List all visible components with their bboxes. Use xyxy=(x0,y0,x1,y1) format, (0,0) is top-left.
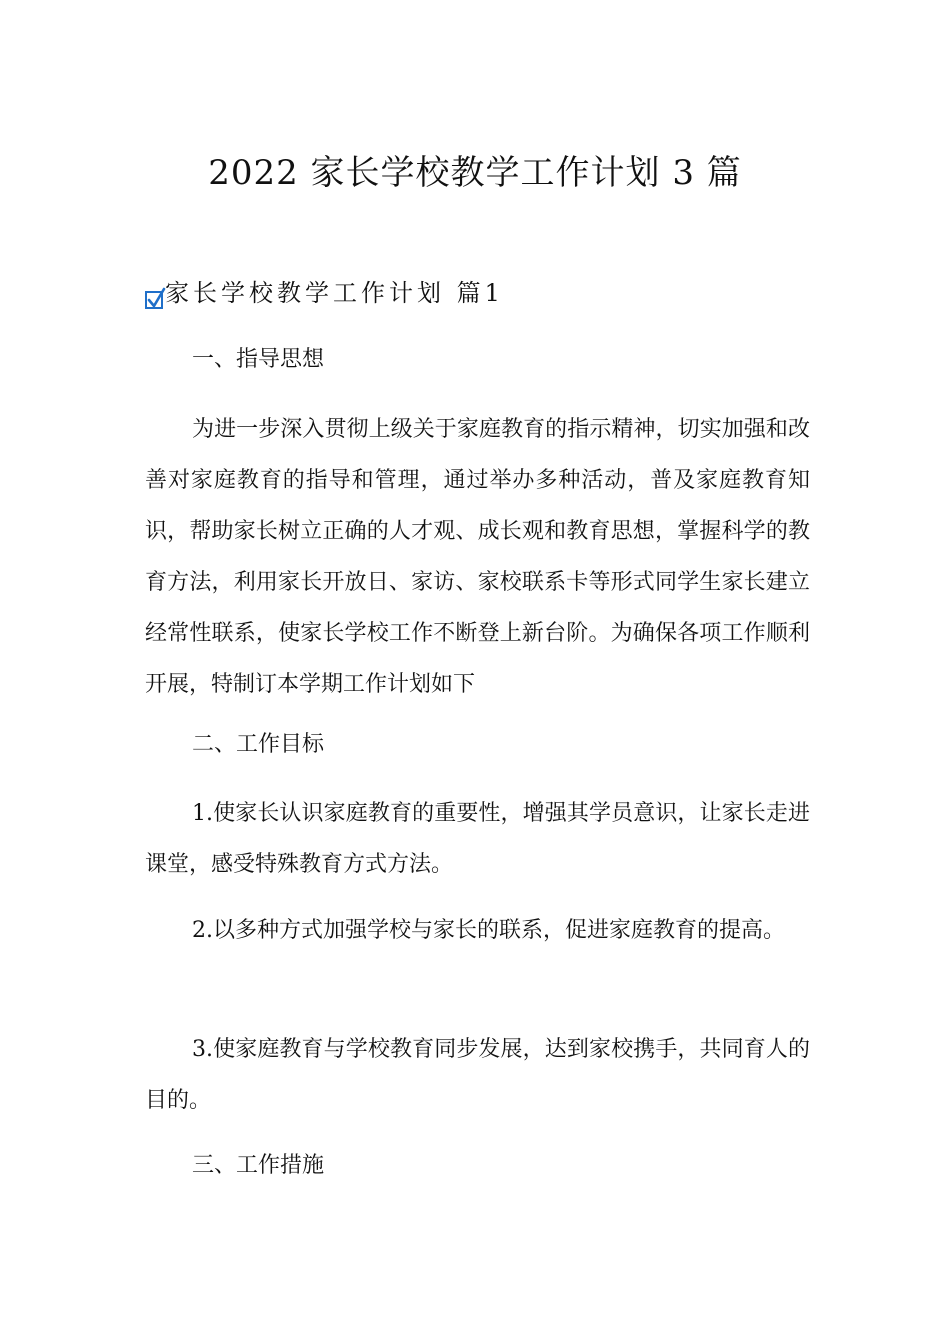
section-title xyxy=(145,276,504,310)
section-title-text: 家长学校教学工作计划 篇1 xyxy=(165,279,504,307)
paragraph-guiding-thought: 为进一步深入贯彻上级关于家庭教育的指示精神，切实加强和改善对家庭教育的指导和管理，通过举办多种活动，普及家庭教育知识，帮助家长树立正确的人才观、成长观和教育思想，掌握科学的教育方法，利用家长开放日、家访、家校联系卡等形式同学生家长建立经常性联系，使家长学校工作不断登上新台阶。为确保各项工作顺利开展，特制订本学期工作计划如下 xyxy=(145,417,810,697)
document-title: 2022 家长学校教学工作计划 3 篇 xyxy=(208,153,742,193)
checked-checkbox-icon xyxy=(145,291,163,309)
paragraph-goal-1: 1.使家长认识家庭教育的重要性，增强其学员意识，让家长走进课堂，感受特殊教育方式方法。 xyxy=(145,801,810,877)
heading-guiding-thought: 一、指导思想 xyxy=(192,347,325,372)
paragraph-goal-3: 3.使家庭教育与学校教育同步发展，达到家校携手，共同育人的目的。 xyxy=(145,1037,810,1113)
paragraph-goal-2: 2.以多种方式加强学校与家长的联系，促进家庭教育的提高。 xyxy=(192,918,785,943)
heading-work-measures: 三、工作措施 xyxy=(192,1153,325,1178)
heading-work-goals: 二、工作目标 xyxy=(192,732,325,757)
